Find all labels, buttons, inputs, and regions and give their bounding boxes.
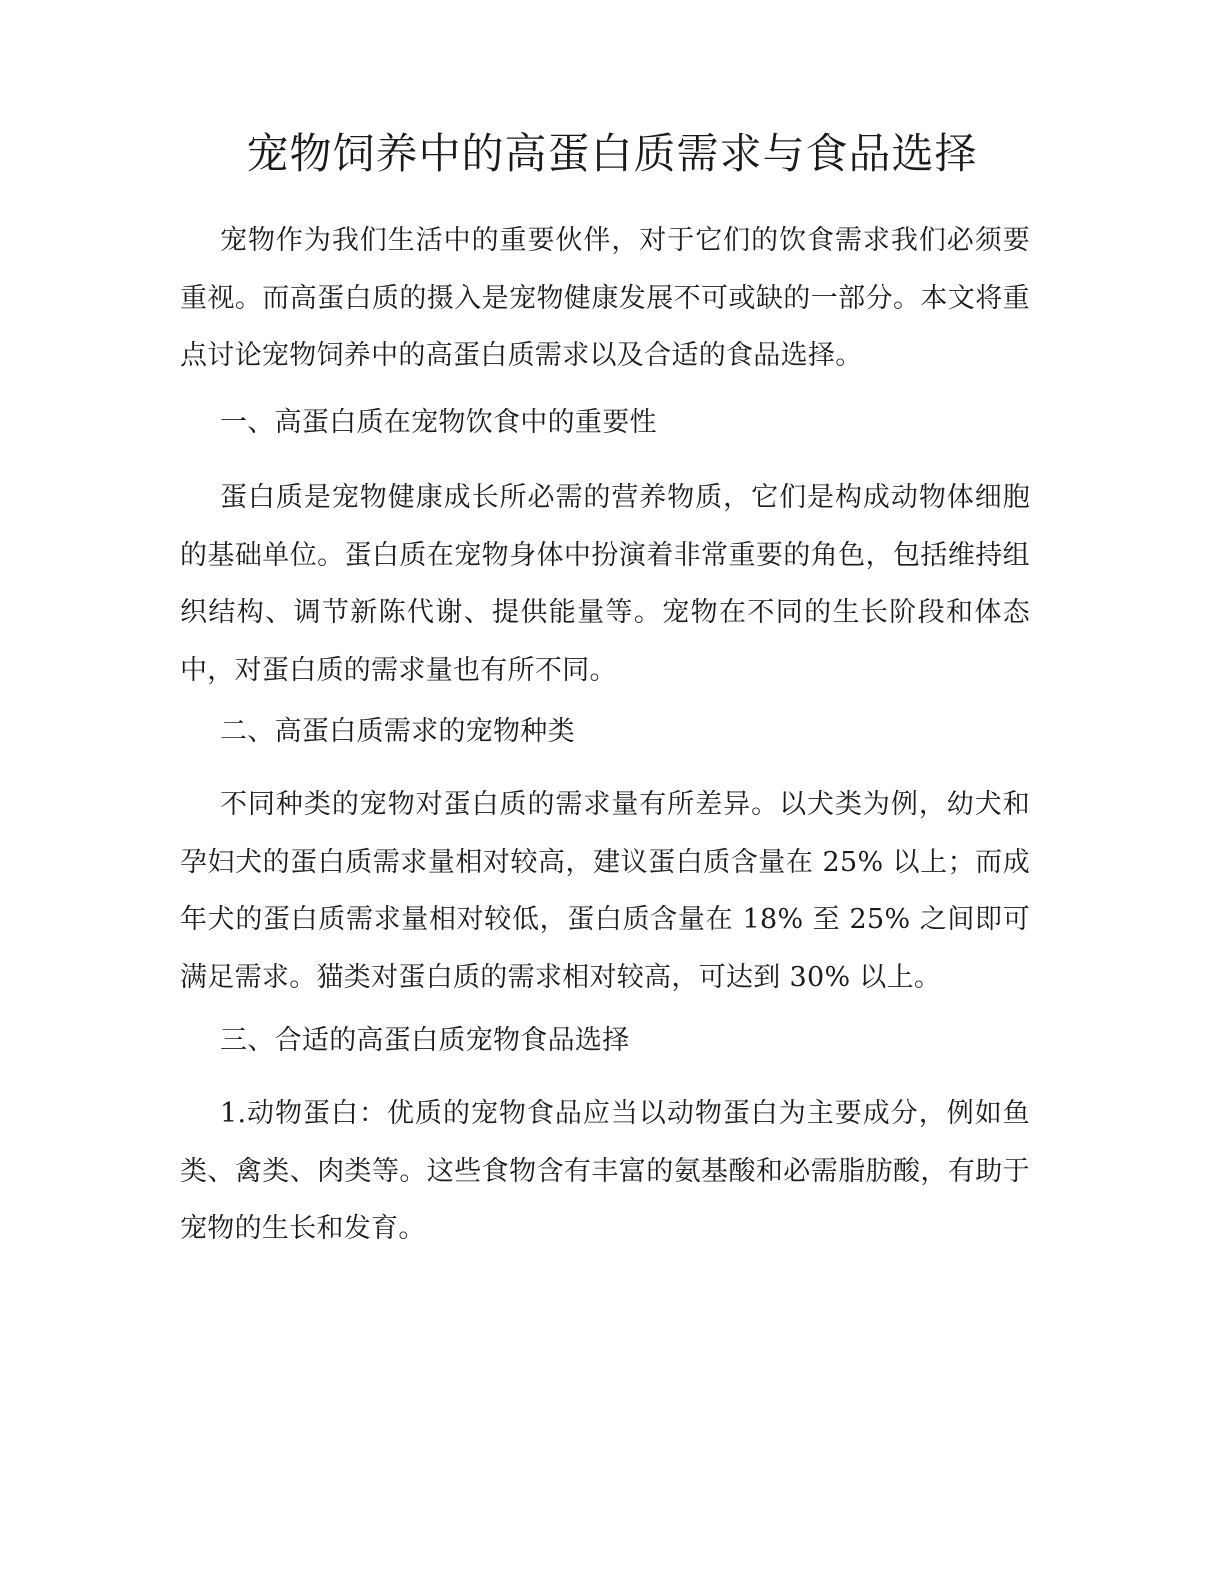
- intro-paragraph: 宠物作为我们生活中的重要伙伴，对于它们的饮食需求我们必须要重视。而高蛋白质的摄入是宠物健康发展不可或缺的一部分。本文将重点讨论宠物饲养中的高蛋白质需求以及合适的食品选择。: [180, 225, 1030, 371]
- section-1-heading: 一、高蛋白质在宠物饮食中的重要性: [220, 407, 657, 438]
- section-2-paragraph: 不同种类的宠物对蛋白质的需求量有所差异。以犬类为例，幼犬和孕妇犬的蛋白质需求量相对较高，建议蛋白质含量在 25% 以上；而成年犬的蛋白质需求量相对较低，蛋白质含量在 18% 至 25% 之间即可满足需求。猫类对蛋白质的需求相对较高，可达到 30% 以上。: [180, 789, 1030, 993]
- section-1-paragraph: 蛋白质是宠物健康成长所必需的营养物质，它们是构成动物体细胞的基础单位。蛋白质在宠物身体中扮演着非常重要的角色，包括维持组织结构、调节新陈代谢、提供能量等。宠物在不同的生长阶段和体态中，对蛋白质的需求量也有所不同。: [180, 482, 1030, 686]
- section-3-paragraph: 1.动物蛋白：优质的宠物食品应当以动物蛋白为主要成分，例如鱼类、禽类、肉类等。这些食物含有丰富的氨基酸和必需脂肪酸，有助于宠物的生长和发育。: [180, 1098, 1030, 1244]
- section-2-heading: 二、高蛋白质需求的宠物种类: [220, 716, 575, 747]
- section-3-heading: 三、合适的高蛋白质宠物食品选择: [220, 1025, 630, 1056]
- document-title: 宠物饲养中的高蛋白质需求与食品选择: [246, 129, 978, 178]
